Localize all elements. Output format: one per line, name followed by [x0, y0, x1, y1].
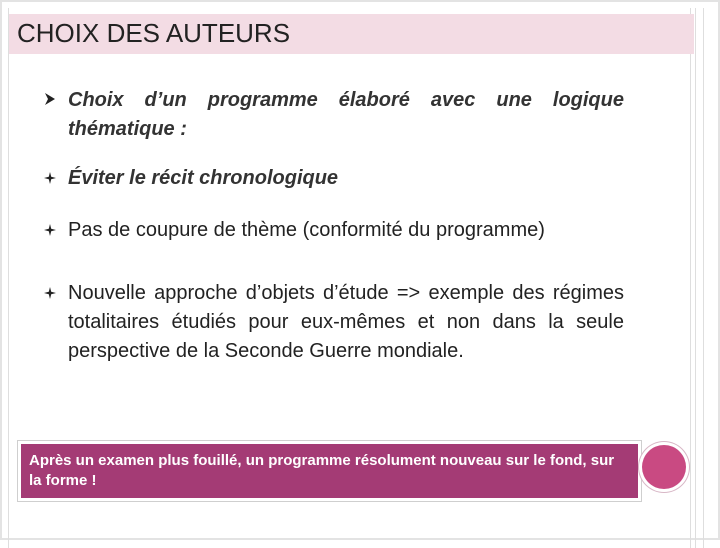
list-item-text: Pas de coupure de thème (conformité du programme) [68, 219, 545, 241]
frame-line [703, 8, 704, 548]
callout-box: Après un examen plus fouillé, un programme résolument nouveau sur le fond, sur la forme ! [21, 444, 638, 498]
slide-title: CHOIX DES AUTEURS [17, 18, 291, 48]
diamond-bullet-icon [44, 164, 62, 193]
list-item [44, 216, 624, 245]
list-item [44, 279, 624, 366]
list-item [44, 86, 624, 144]
bullet-list [44, 86, 624, 366]
list-item-text: Éviter le récit chronologique [68, 167, 339, 189]
diamond-bullet-icon [44, 216, 62, 245]
list-item [44, 164, 624, 193]
arrowhead-bullet-icon [44, 86, 62, 115]
list-item-text: Nouvelle approche d’objets d’étude => exemple des régimes totalitaires étudiés pour eux-mêmes et non dans la seule perspective de la Seconde Guerre mondiale. [68, 282, 624, 362]
list-item-text: Choix d’un programme élaboré avec une logique thématique : [68, 89, 624, 140]
diamond-bullet-icon [44, 279, 62, 308]
frame-line [690, 8, 691, 548]
decorative-circle [642, 445, 686, 489]
